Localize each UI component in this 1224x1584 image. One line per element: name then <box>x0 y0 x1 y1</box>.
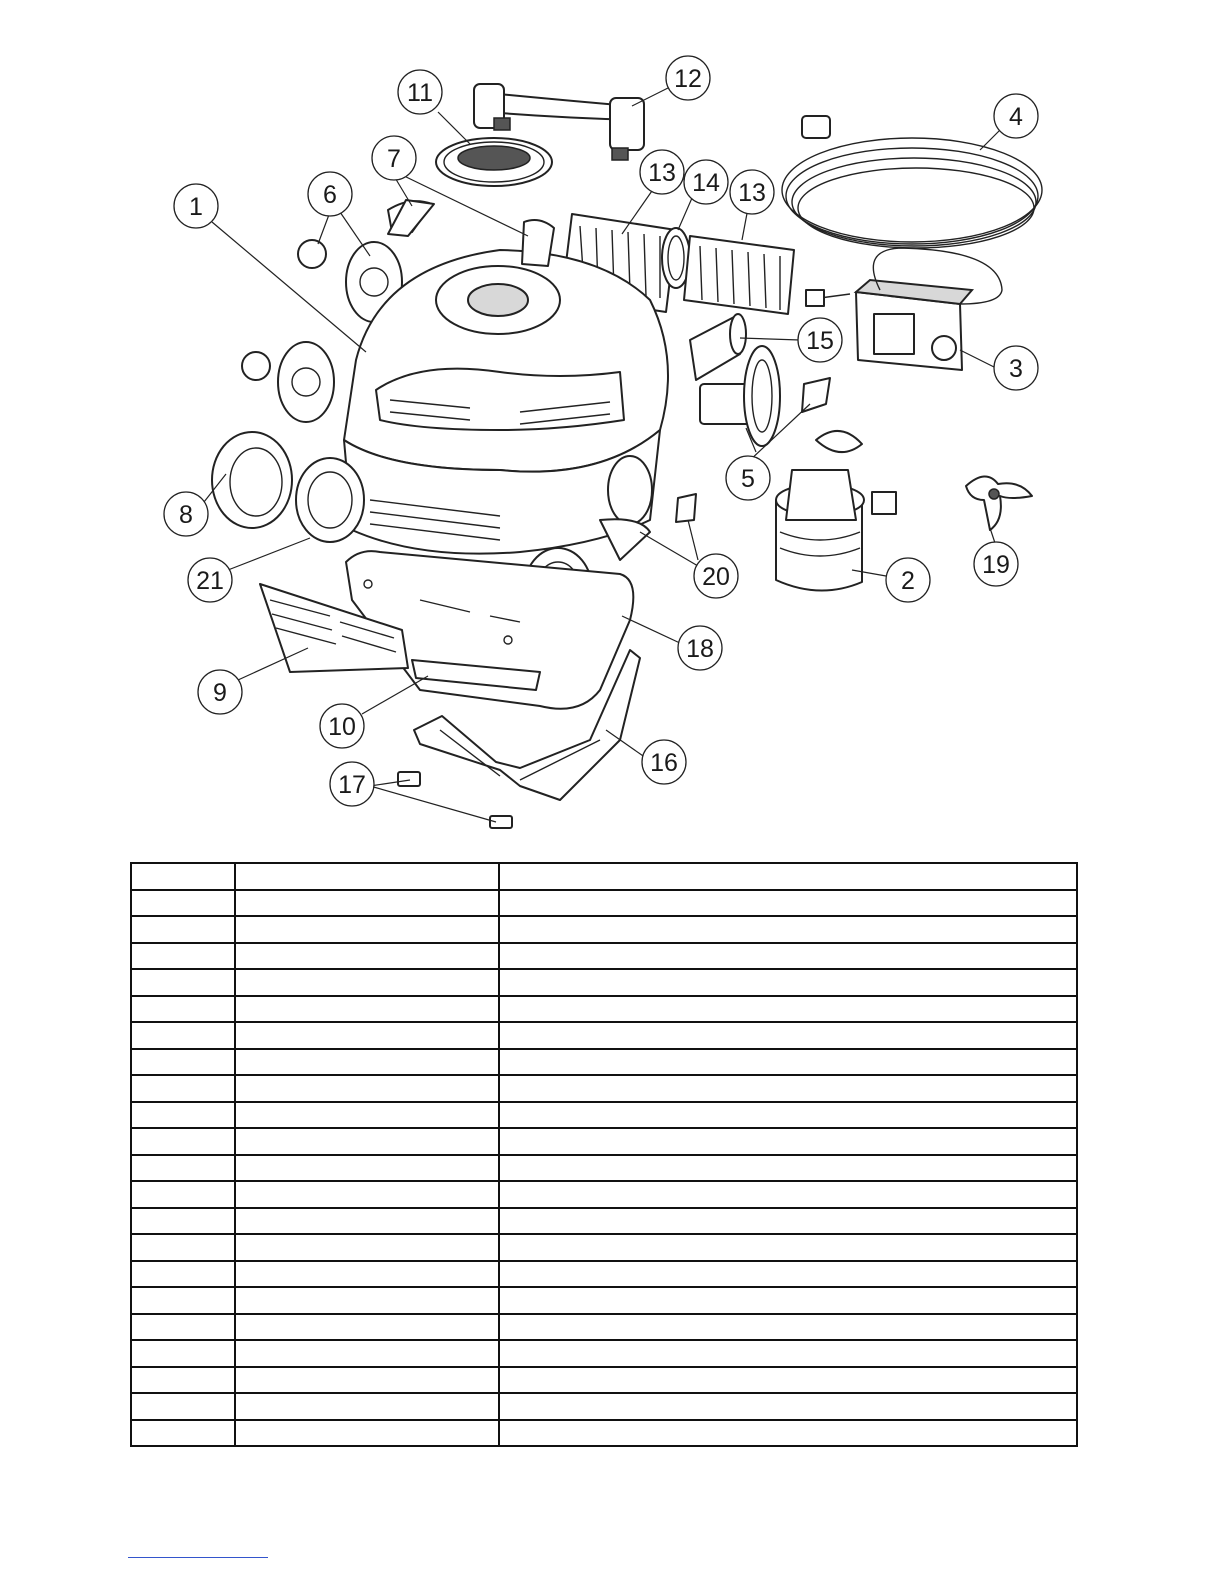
table-row <box>131 890 1077 917</box>
table-cell <box>131 1075 235 1102</box>
table-row <box>131 1022 1077 1049</box>
parts-list-table <box>130 862 1078 1447</box>
table-cell <box>131 943 235 970</box>
callout-19-label: 19 <box>982 551 1010 579</box>
table-row <box>131 1155 1077 1182</box>
table-cell <box>235 890 499 917</box>
callout-3-label: 3 <box>1009 355 1023 383</box>
table-row <box>131 1128 1077 1155</box>
table-cell <box>235 1234 499 1261</box>
table-row <box>131 1340 1077 1367</box>
table-cell <box>235 1393 499 1420</box>
table-cell <box>131 1420 235 1447</box>
callout-11 <box>398 70 442 114</box>
callout-16-label: 16 <box>650 749 678 777</box>
callout-13-right <box>730 170 774 214</box>
callout-12-label: 12 <box>674 65 702 93</box>
callout-1 <box>174 184 218 228</box>
left-side-cover-part <box>242 342 334 422</box>
table-cell <box>131 1314 235 1341</box>
table-cell <box>235 1340 499 1367</box>
callout-6-label: 6 <box>323 181 337 209</box>
table-cell <box>235 1075 499 1102</box>
callout-10-label: 10 <box>328 713 356 741</box>
callout-12 <box>666 56 710 100</box>
callout-19 <box>974 542 1018 586</box>
table-cell <box>131 1340 235 1367</box>
callout-5-label: 5 <box>741 465 755 493</box>
table-cell <box>499 1208 1077 1235</box>
callout-17-label: 17 <box>338 771 366 799</box>
callout-10 <box>320 704 364 748</box>
callout-13-right-label: 13 <box>738 179 766 207</box>
table-cell <box>499 1181 1077 1208</box>
callout-2 <box>886 558 930 602</box>
callout-18-label: 18 <box>686 635 714 663</box>
table-cell <box>235 1314 499 1341</box>
table-row <box>131 1393 1077 1420</box>
table-cell <box>499 916 1077 943</box>
callout-4 <box>994 94 1038 138</box>
table-cell <box>235 1367 499 1394</box>
table-cell <box>499 1287 1077 1314</box>
callout-21 <box>188 558 232 602</box>
table-cell <box>131 916 235 943</box>
table-row <box>131 1234 1077 1261</box>
table-row <box>131 863 1077 890</box>
table-cell <box>499 1102 1077 1129</box>
table-cell <box>499 943 1077 970</box>
callout-7-label: 7 <box>387 145 401 173</box>
table-cell <box>131 1287 235 1314</box>
callout-21-label: 21 <box>196 567 224 595</box>
table-cell <box>499 996 1077 1023</box>
table-cell <box>235 1208 499 1235</box>
table-cell <box>235 863 499 890</box>
table-cell <box>499 1367 1077 1394</box>
table-cell <box>235 1128 499 1155</box>
table-cell <box>499 1155 1077 1182</box>
table-row <box>131 1420 1077 1447</box>
table-cell <box>131 1234 235 1261</box>
table-cell <box>235 1155 499 1182</box>
table-row <box>131 996 1077 1023</box>
table-cell <box>499 1128 1077 1155</box>
callout-2-label: 2 <box>901 567 915 595</box>
table-cell <box>499 1234 1077 1261</box>
table-cell <box>235 1287 499 1314</box>
table-cell <box>499 1340 1077 1367</box>
table-cell <box>131 996 235 1023</box>
callout-1-label: 1 <box>189 193 203 221</box>
track-wheel-part <box>212 432 292 528</box>
impeller-part <box>966 476 1032 530</box>
table-cell <box>499 1075 1077 1102</box>
callout-20-label: 20 <box>702 563 730 591</box>
table-cell <box>499 1049 1077 1076</box>
table-row <box>131 1314 1077 1341</box>
pump-motor-part <box>776 431 896 591</box>
table-cell <box>235 996 499 1023</box>
table-row <box>131 1367 1077 1394</box>
callout-15 <box>798 318 842 362</box>
table-row <box>131 1075 1077 1102</box>
table-cell <box>131 1367 235 1394</box>
table-cell <box>131 1049 235 1076</box>
table-cell <box>499 863 1077 890</box>
table-cell <box>131 1261 235 1288</box>
callout-18 <box>678 626 722 670</box>
callout-8 <box>164 492 208 536</box>
table-cell <box>131 1102 235 1129</box>
table-cell <box>235 1420 499 1447</box>
table-cell <box>235 943 499 970</box>
table-cell <box>131 1181 235 1208</box>
table-row <box>131 1102 1077 1129</box>
table-cell <box>235 1022 499 1049</box>
table-cell <box>499 1022 1077 1049</box>
callout-11-label: 11 <box>407 79 433 107</box>
callout-5 <box>726 456 770 500</box>
callout-15-label: 15 <box>806 327 834 355</box>
table-cell <box>131 1208 235 1235</box>
table-cell <box>499 1393 1077 1420</box>
top-filter-grate-part <box>436 138 552 186</box>
table-row <box>131 1181 1077 1208</box>
axle-tube-part <box>690 314 746 380</box>
table-row <box>131 969 1077 996</box>
callout-7 <box>372 136 416 180</box>
table-cell <box>499 1261 1077 1288</box>
callout-16 <box>642 740 686 784</box>
table-cell <box>235 916 499 943</box>
table-cell <box>131 969 235 996</box>
table-cell <box>131 1155 235 1182</box>
callout-13-left <box>640 150 684 194</box>
table-row <box>131 1208 1077 1235</box>
table-row <box>131 943 1077 970</box>
callout-8-label: 8 <box>179 501 193 529</box>
table-cell <box>131 863 235 890</box>
footer-link-underline[interactable] <box>128 1557 268 1558</box>
table-row <box>131 1287 1077 1314</box>
table-cell <box>499 1420 1077 1447</box>
table-cell <box>235 1181 499 1208</box>
table-cell <box>499 1314 1077 1341</box>
table-cell <box>131 1393 235 1420</box>
table-cell <box>131 1022 235 1049</box>
table-cell <box>235 1261 499 1288</box>
table-row <box>131 916 1077 943</box>
callout-9-label: 9 <box>213 679 227 707</box>
table-row <box>131 1049 1077 1076</box>
parts-list-body <box>131 863 1077 1446</box>
table-cell <box>499 969 1077 996</box>
floating-cable-part <box>782 116 1042 248</box>
table-cell <box>235 969 499 996</box>
table-cell <box>235 1049 499 1076</box>
rear-brush-part <box>684 236 794 314</box>
callout-4-label: 4 <box>1009 103 1023 131</box>
table-cell <box>131 890 235 917</box>
table-cell <box>235 1102 499 1129</box>
table-cell <box>499 890 1077 917</box>
callout-20 <box>694 554 738 598</box>
callout-14 <box>684 160 728 204</box>
table-row <box>131 1261 1077 1288</box>
callout-13-left-label: 13 <box>648 159 676 187</box>
callout-17 <box>330 762 374 806</box>
callout-9 <box>198 670 242 714</box>
clip-parts <box>398 772 512 828</box>
table-cell <box>131 1128 235 1155</box>
callout-14-label: 14 <box>692 169 720 197</box>
callout-3 <box>994 346 1038 390</box>
callout-6 <box>308 172 352 216</box>
